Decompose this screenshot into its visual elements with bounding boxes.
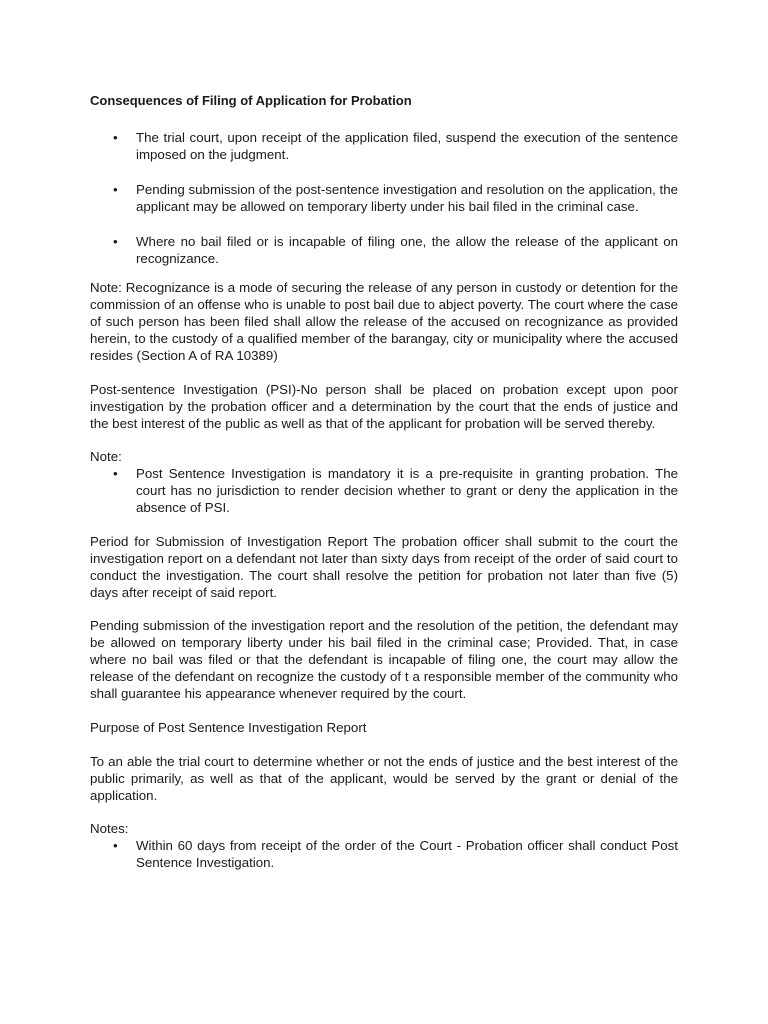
notes-list [90,837,678,871]
list-item [90,233,678,267]
list-item [90,129,678,163]
bullet-icon: • [113,466,118,481]
note-label: Note: [90,449,122,464]
consequences-list [90,129,678,267]
purpose-paragraph: To an able the trial court to determine whether or not the ends of justice and the best interest of the public primarily, as well as that of the applicant, would be served by the grant or denial of the application. [90,754,678,803]
bullet-icon: • [113,838,118,853]
bullet-icon: • [113,182,118,197]
list-item-text: Where no bail filed or is incapable of filing one, the allow the release of the applicant on recognizance. [136,234,678,266]
bullet-icon: • [113,130,118,145]
psi-paragraph: Post-sentence Investigation (PSI)-No person shall be placed on probation except upon poor investigation by the probation officer and a determination by the court that the ends of justice and the best interest of the public as well as that of the applicant for probation will be served thereby. [90,382,678,431]
document-page [90,92,678,871]
list-item-text: Post Sentence Investigation is mandatory it is a pre-requisite in granting probation. The court has no jurisdiction to render decision whether to grant or deny the application in the absence of PSI. [136,466,678,515]
notes-label: Notes: [90,821,129,836]
pending-paragraph: Pending submission of the investigation report and the resolution of the petition, the defendant may be allowed on temporary liberty under his bail filed in the criminal case; Provided. That, in case where no bail was filed or that the defendant is incapable of filing one, the court may allow the release of the defendant on recognize the custody of t a responsible member of the community who shall guarantee his appearance whenever required by the court. [90,618,678,701]
list-item [90,181,678,215]
bullet-icon: • [113,234,118,249]
note-recognizance-paragraph: Note: Recognizance is a mode of securing the release of any person in custody or detention for the commission of an offense who is unable to post bail due to abject poverty. The court where the case of such person has been filed shall allow the release of the accused on recognizance as provided herein, to the custody of a qualified member of the barangay, city or municipality where the accused resides (Section A of RA 10389) [90,280,678,363]
list-item [90,837,678,871]
list-item-text: Pending submission of the post-sentence investigation and resolution on the application, the applicant may be allowed on temporary liberty under his bail filed in the criminal case. [136,182,678,214]
list-item-text: Within 60 days from receipt of the order of the Court - Probation officer shall conduct Post Sentence Investigation. [136,838,678,870]
list-item-text: The trial court, upon receipt of the application filed, suspend the execution of the sentence imposed on the judgment. [136,130,678,162]
period-paragraph: Period for Submission of Investigation Report The probation officer shall submit to the court the investigation report on a defendant not later than sixty days from receipt of the order of said court to conduct the investigation. The court shall resolve the petition for probation not later than five (5) days after receipt of said report. [90,534,678,600]
note-list [90,465,678,516]
list-item [90,465,678,516]
document-title: Consequences of Filing of Application for Probation [90,93,412,108]
purpose-heading: Purpose of Post Sentence Investigation Report [90,720,367,735]
